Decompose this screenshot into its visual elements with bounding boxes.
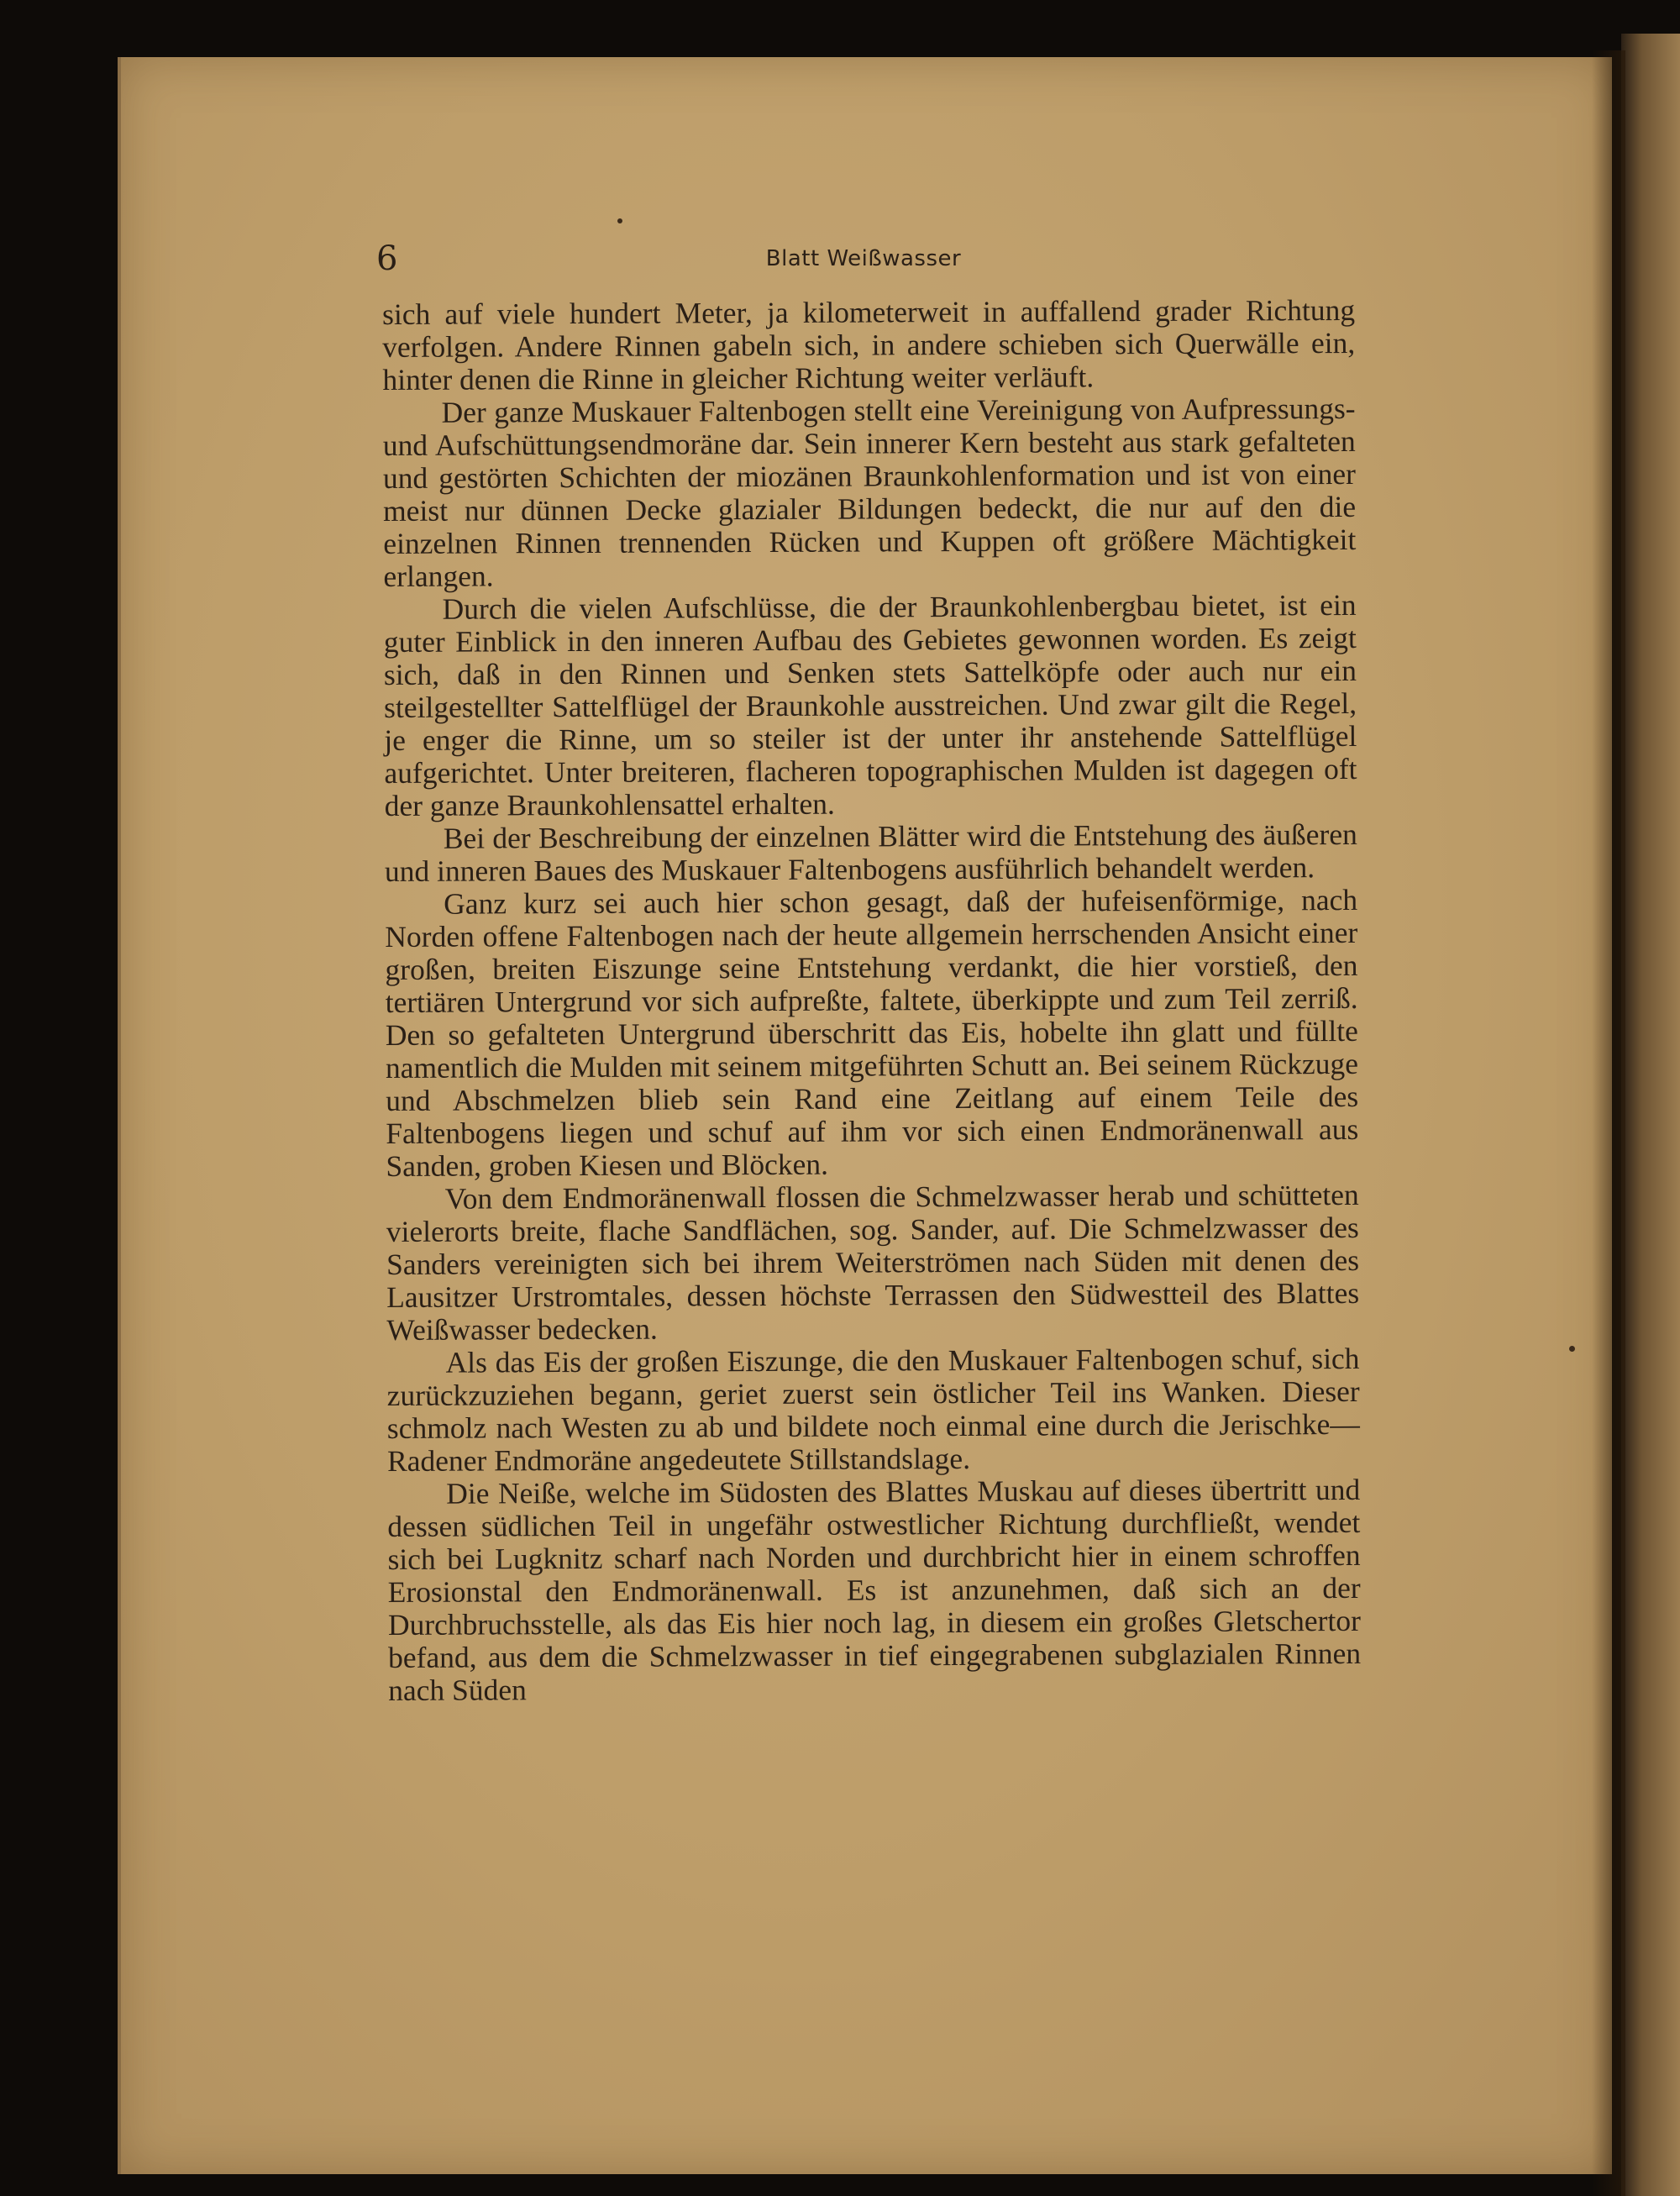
body-text (382, 294, 1361, 1707)
running-title: Blatt Weißwasser (765, 246, 962, 271)
paper-speck (1569, 1346, 1575, 1352)
gutter-shadow (1592, 50, 1625, 2196)
paragraph: Der ganze Muskauer Faltenbogen stellt eine Vereinigung von Aufpressungs- und Aufschüttungsendmoräne dar. Sein innerer Kern besteht aus stark gefalteten und gestörten Schichten der miozänen Braunkohlenformation und ist von einer meist nur dünnen Decke glazialer Bildungen bedeckt, die nur auf den die einzelnen Rinnen trennenden Rücken und Kuppen oft größere Mächtigkeit erlangen. (382, 391, 1357, 593)
page-number: 6 (376, 239, 398, 278)
paragraph: Von dem Endmoränenwall flossen die Schmelzwasser herab und schütteten vielerorts breite, flache Sandflächen, sog. Sander, auf. Die Schmelzwasser des Sanders vereinigten sich bei ihrem Weiterströmen nach Süden mit denen des Lausitzer Urstromtales, dessen höchste Terrassen den Südwestteil des Blattes Weißwasser bedecken. (386, 1177, 1360, 1347)
paragraph: Die Neiße, welche im Südosten des Blattes Muskau auf dieses übertritt und dessen südlichen Teil in ungefähr ostwestlicher Richtung durchfließt, wendet sich bei Lugknitz scharf nach Norden und durchbricht hier in einem schroffen Erosionstal den Endmoränenwall. Es ist anzunehmen, daß sich an der Durchbruchsstelle, als das Eis hier noch lag, in diesem ein großes Gletschertor befand, aus dem die Schmelzwasser in tief eingegrabenen subglazialen Rinnen nach Süden (387, 1472, 1362, 1707)
facing-page-edge (1621, 34, 1680, 2196)
paragraph: Als das Eis der großen Eiszunge, die den Muskauer Faltenbogen schuf, sich zurückzuziehen begann, geriet zuerst sein östlicher Teil ins Wanken. Dieser schmolz nach Westen zu ab und bildete noch einmal eine durch die Jerischke—Radener Endmoräne angedeutete Stillstandslage. (386, 1341, 1360, 1478)
running-head (376, 239, 1351, 279)
paper-speck (617, 218, 622, 223)
paragraph: Bei der Beschreibung der einzelnen Blätter wird die Entstehung des äußeren und inneren Baues des Muskauer Faltenbogens ausführlich behandelt werden. (384, 817, 1357, 888)
paragraph: Durch die vielen Aufschlüsse, die der Braunkohlenbergbau bietet, ist ein guter Einblick in den inneren Aufbau des Gebietes gewonnen worden. Es zeigt sich, daß in den Rinnen und Senken stets Sattelköpfe oder auch nur ein steilgestellter Sattelflügel der Braunkohle ausstreichen. Und zwar gilt die Regel, je enger die Rinne, um so steiler ist der unter ihr anstehende Sattelflügel aufgerichtet. Unter breiteren, flacheren topographischen Mulden ist dagegen oft der ganze Braunkohlensattel erhalten. (383, 587, 1357, 822)
paragraph: Ganz kurz sei auch hier schon gesagt, daß der hufeisenförmige, nach Norden offene Faltenbogen nach der heute allgemein herrschenden Ansicht einer großen, breiten Eiszunge seine Entstehung verdankt, die hier vorstieß, den tertiären Untergrund vor sich aufpreßte, faltete, überkippte und zum Teil zerriß. Den so gefalteten Untergrund überschritt das Eis, hobelte ihn glatt und füllte namentlich die Mulden mit seinem mitgeführten Schutt an. Bei seinem Rückzuge und Abschmelzen blieb sein Rand eine Zeitlang auf einem Teile des Faltenbogens liegen und schuf auf ihm vor sich einen Endmoränenwall aus Sanden, groben Kiesen und Blöcken. (385, 882, 1359, 1183)
paragraph: sich auf viele hundert Meter, ja kilometerweit in auffallend grader Richtung verfolgen. Andere Rinnen gabeln sich, in andere schieben sich Querwälle ein, hinter denen die Rinne in gleicher Richtung weiter verläuft. (381, 292, 1356, 397)
